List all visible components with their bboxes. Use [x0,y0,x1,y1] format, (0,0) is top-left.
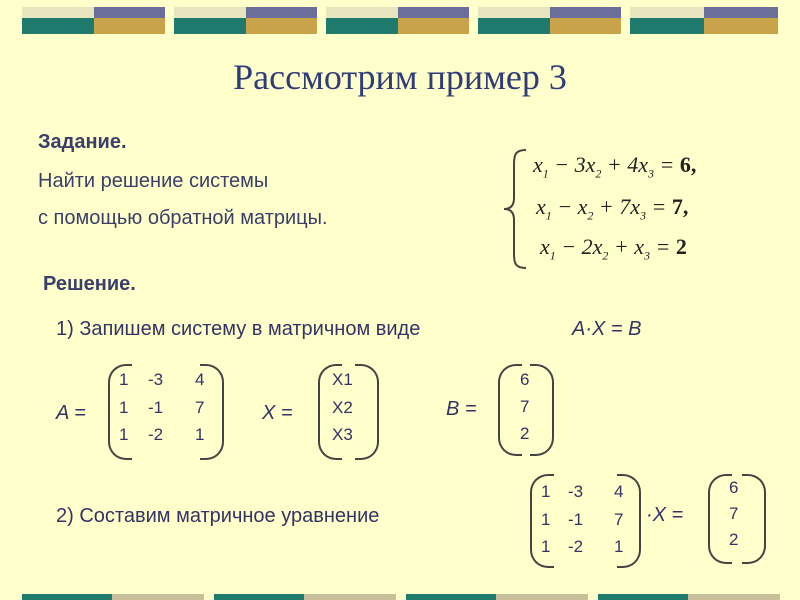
vector-b-right-paren [530,364,554,456]
matrix-a2-cell: -2 [568,537,584,556]
step-1-formula: A·X = B [572,318,642,340]
vector-b2-cell: 6 [729,478,739,497]
matrix-a-cell: 1 [195,425,205,444]
header-band-4 [478,7,621,34]
matrix-a2-cell: -1 [568,510,584,529]
solution-heading: Решение. [43,273,136,295]
step-1-text: 1) Запишем систему в матричном виде [56,318,421,340]
header-band-3 [326,7,469,34]
vector-b2-cell: 2 [729,530,739,549]
system-brace [500,148,530,270]
footer-band-3 [406,594,588,600]
equation-1: $x_1 - 3x_2 + 4x_3 = 6$, [533,152,697,181]
matrix-a-cell: 1 [119,398,129,417]
matrix-a-cell: -1 [148,398,164,417]
vector-b2-cell: 7 [729,504,739,523]
step-2-text: 2) Составим матричное уравнение [56,505,380,527]
matrix-a2-cell: 1 [541,510,551,529]
matrix-a-cell: 4 [195,370,205,389]
header-band-2 [174,7,317,34]
equation-3: $x_1 - 2x_2 + x_3 = 2$ [540,234,687,263]
vector-x-cell: X3 [332,425,353,444]
matrix-a-cell: 1 [119,370,129,389]
matrix-a-cell: 1 [119,425,129,444]
times-x-label: ·X = [646,504,684,526]
page-title: Рассмотрим пример 3 [233,57,567,97]
vector-b-label: B = [446,398,477,420]
vector-b2-right-paren [742,474,766,564]
footer-band-4 [598,594,780,600]
vector-b-left-paren [498,364,522,456]
footer-band-2 [214,594,396,600]
matrix-a2-cell: 4 [614,482,624,501]
vector-b-cell: 6 [520,370,530,389]
matrix-a-cell: -3 [148,370,164,389]
matrix-a2-cell: -3 [568,482,584,501]
matrix-a-label: A = [56,402,86,424]
task-line-1: Найти решение системы [38,170,269,192]
matrix-a2-cell: 1 [541,482,551,501]
vector-x-label: X = [262,402,293,424]
footer-band-1 [22,594,204,600]
matrix-a2-cell: 1 [614,537,624,556]
matrix-a-cell: -2 [148,425,164,444]
matrix-a-cell: 7 [195,398,205,417]
vector-x-right-paren [355,364,379,460]
header-band-1 [22,7,165,34]
matrix-a2-cell: 7 [614,510,624,529]
vector-x-cell: X1 [332,370,353,389]
vector-x-cell: X2 [332,398,353,417]
vector-b-cell: 7 [520,397,530,416]
equation-2: $x_1 - x_2 + 7x_3 = 7$, [536,194,689,223]
header-band-5 [630,7,778,34]
matrix-a2-cell: 1 [541,537,551,556]
task-heading: Задание. [38,131,127,153]
task-line-2: с помощью обратной матрицы. [38,207,328,229]
vector-b-cell: 2 [520,424,530,443]
